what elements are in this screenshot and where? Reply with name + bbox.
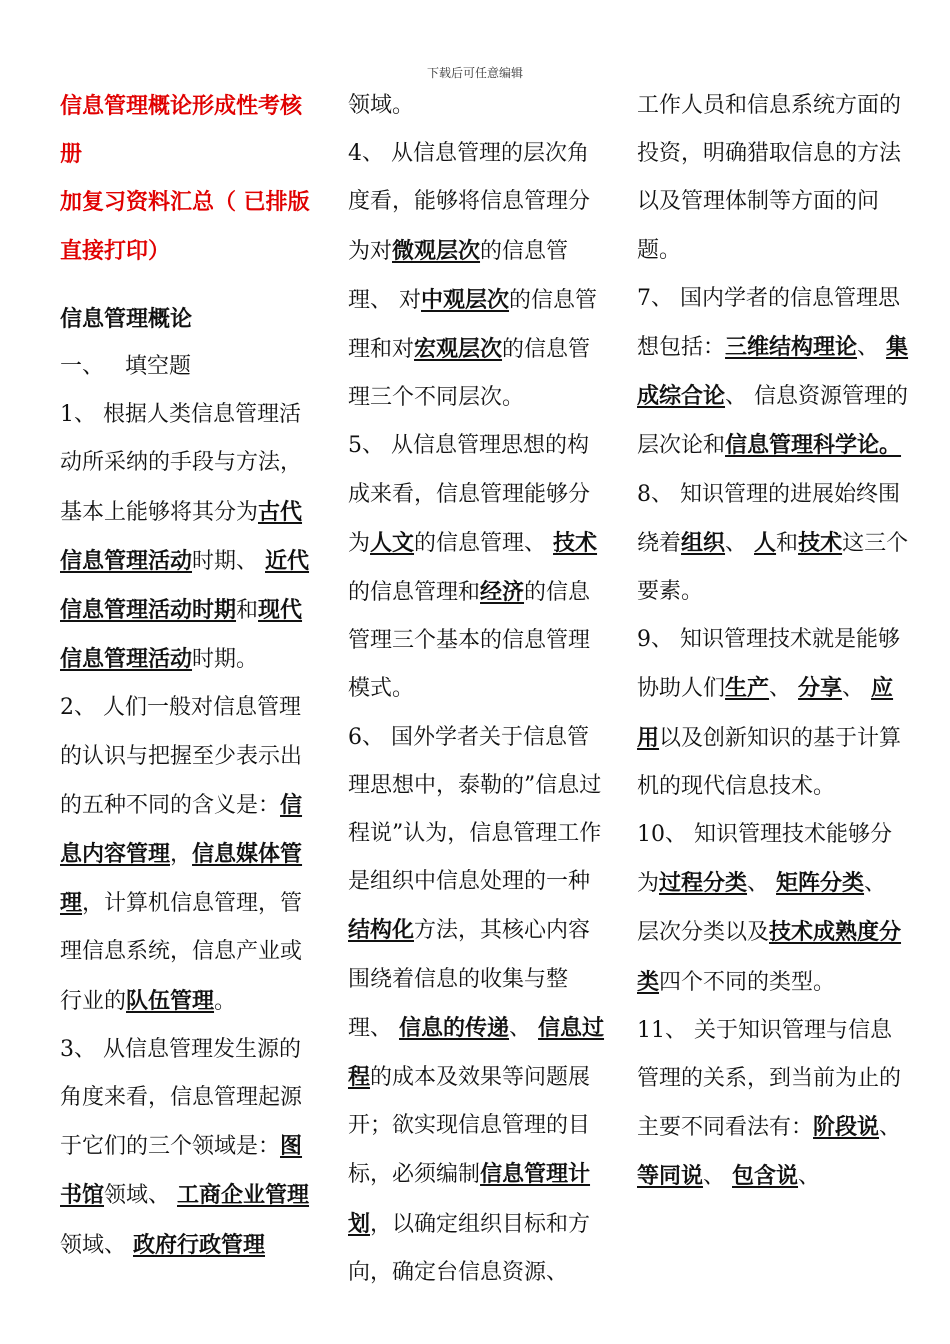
question-text: 4、 从信息管理的层次角度看，能够将信息管理分为对	[348, 141, 591, 264]
column-2	[348, 82, 610, 1297]
page-header: 下载后可任意编辑	[426, 66, 523, 80]
question-text: 四个不同的类型。	[659, 969, 836, 995]
answer-text: 技术	[553, 529, 598, 556]
answer-text: 古代信息管理活动	[60, 498, 303, 574]
question-text: 、	[879, 1115, 902, 1141]
question-text: 2、 人们一般对信息管理的认识与把握至少表示出的五种不同的含义是：	[60, 695, 303, 818]
section-heading: 信息管理概论	[60, 305, 193, 332]
subsection-heading: 一、 填空题	[60, 354, 191, 380]
question-text: 的成本及效果等问题展开；欲实现信息管理的目标，必须编制	[348, 1065, 591, 1188]
item-list	[348, 82, 610, 1297]
answer-text: 技术	[798, 529, 843, 556]
question-text: 3、 从信息管理发生源的角度来看，信息管理起源于它们的三个领域是：	[60, 1036, 303, 1160]
answer-text: 队伍管理	[126, 987, 215, 1014]
question-text: 的信息管理、 对	[348, 238, 569, 313]
question-item	[60, 684, 318, 1025]
answer-text: 中观层次	[421, 286, 510, 313]
answer-text: 集成综合论	[637, 334, 909, 410]
answer-text: 应用	[637, 675, 894, 751]
answer-text: 图书馆	[60, 1133, 303, 1209]
question-item	[637, 471, 912, 617]
question-item	[348, 82, 610, 130]
question-item	[60, 1026, 318, 1270]
question-text: 10、 知识管理技术能够分为	[637, 822, 892, 897]
question-text: 时期、	[192, 548, 266, 574]
question-text: 、	[509, 1015, 539, 1041]
question-text: 的信息管理三个基本的信息管理模式。	[348, 580, 591, 702]
answer-text: 生产	[725, 675, 770, 702]
answer-text: 分享	[798, 675, 843, 702]
question-text: 的信息管理和	[348, 580, 481, 606]
question-text: 时期。	[192, 647, 259, 673]
answer-text: 包含说	[732, 1163, 799, 1190]
question-text: 方法，其核心内容围绕着信息的收集与整理、	[348, 918, 591, 1041]
question-item	[348, 714, 610, 1297]
item-list	[637, 82, 912, 1202]
question-text: 、 信息资源管理的层次论和	[637, 384, 909, 459]
answer-text: 宏观层次	[414, 336, 503, 363]
question-text: 7、 国内学者的信息管理思想包括：	[637, 285, 900, 361]
answer-text: 信息管理计划	[348, 1161, 591, 1237]
question-text: 的信息管理三个不同层次。	[348, 337, 591, 411]
question-text: 工作人员和信息系统方面的投资，明确猎取信息的方法以及管理体制等方面的问题。	[637, 93, 902, 263]
answer-text: 信息媒体管理	[60, 841, 303, 917]
answer-text: 三维结构理论	[725, 334, 858, 361]
question-text: 。	[214, 988, 237, 1014]
question-text: 、	[769, 676, 799, 702]
question-text: 和	[776, 530, 799, 556]
document-title-line-2: 加复习资料汇总（ 已排版直接打印）	[60, 189, 310, 264]
answer-text: 结构化	[348, 917, 415, 944]
question-text: 和	[236, 598, 259, 624]
question-item	[60, 391, 318, 684]
question-text: 、	[857, 335, 887, 361]
answer-text: 信息过程	[348, 1014, 605, 1091]
answer-text: 政府行政管理	[133, 1231, 266, 1258]
question-item	[637, 82, 912, 275]
question-item	[637, 1007, 912, 1202]
answer-text: 等同说	[637, 1163, 704, 1190]
item-list	[60, 391, 318, 1270]
answer-text: 信息的传递	[399, 1014, 510, 1041]
answer-text: 现代信息管理活动	[60, 597, 303, 673]
question-text: 这三个要素。	[637, 530, 909, 605]
question-text: ，以确定组织目标和方向，确定台信息资源、	[348, 1211, 591, 1285]
question-text: 的信息管理和对	[348, 287, 598, 363]
answer-text: 经济	[480, 579, 525, 606]
column-1	[60, 82, 318, 1270]
answer-text: 信息内容管理	[60, 791, 303, 868]
answer-text: 组织	[681, 529, 726, 556]
answer-text: 阶段说	[813, 1114, 880, 1141]
question-text: ，计算机信息管理，管理信息系统，信息产业或行业的	[60, 891, 303, 1014]
question-text: 、	[842, 676, 872, 702]
question-text: ，	[170, 842, 193, 868]
question-text: 1、 根据人类信息管理活动所采纳的手段与方法，基本上能够将其分为	[60, 402, 303, 525]
answer-text: 工商企业管理	[177, 1182, 310, 1209]
answer-text: 信息管理科学论。	[725, 432, 902, 459]
answer-text: 技术成熟度分类	[637, 919, 902, 995]
question-text: 的信息管理、	[414, 530, 554, 556]
answer-text: 近代信息管理活动时期	[60, 547, 310, 624]
question-text: 以及创新知识的基于计算机的现代信息技术。	[637, 725, 902, 799]
question-text: 9、 知识管理技术就是能够协助人们	[637, 627, 900, 702]
answer-text: 人文	[370, 529, 415, 556]
answer-text: 矩阵分类	[776, 870, 865, 897]
question-item	[637, 616, 912, 811]
question-text: 领域、	[60, 1232, 133, 1258]
question-text: 8、 知识管理的进展始终围绕着	[637, 481, 900, 556]
question-item	[637, 811, 912, 1007]
question-text: 、	[798, 1164, 821, 1190]
answer-text: 人	[754, 529, 777, 556]
question-item	[348, 422, 610, 713]
question-text: 、	[703, 1164, 733, 1190]
column-3	[637, 82, 912, 1202]
question-item	[637, 275, 912, 471]
question-text: 11、 关于知识管理与信息管理的关系，到当前为止的主要不同看法有：	[637, 1017, 902, 1141]
question-text: 领域。	[348, 93, 415, 118]
answer-text: 微观层次	[392, 237, 481, 264]
document-title-line-1: 信息管理概论形成性考核册	[60, 93, 303, 168]
question-text: 、	[725, 530, 755, 556]
answer-text: 过程分类	[659, 870, 748, 897]
question-text: 、 层次分类以及	[637, 871, 887, 946]
question-text: 、	[747, 871, 777, 897]
question-text: 领域、	[104, 1183, 178, 1209]
question-text: 6、 国外学者关于信息管理思想中，泰勒的”信息过程说”认为，信息管理工作是组织中信息处理的一种	[348, 724, 602, 895]
question-item	[348, 130, 610, 422]
question-text: 5、 从信息管理思想的构成来看，信息管理能够分为	[348, 433, 591, 556]
